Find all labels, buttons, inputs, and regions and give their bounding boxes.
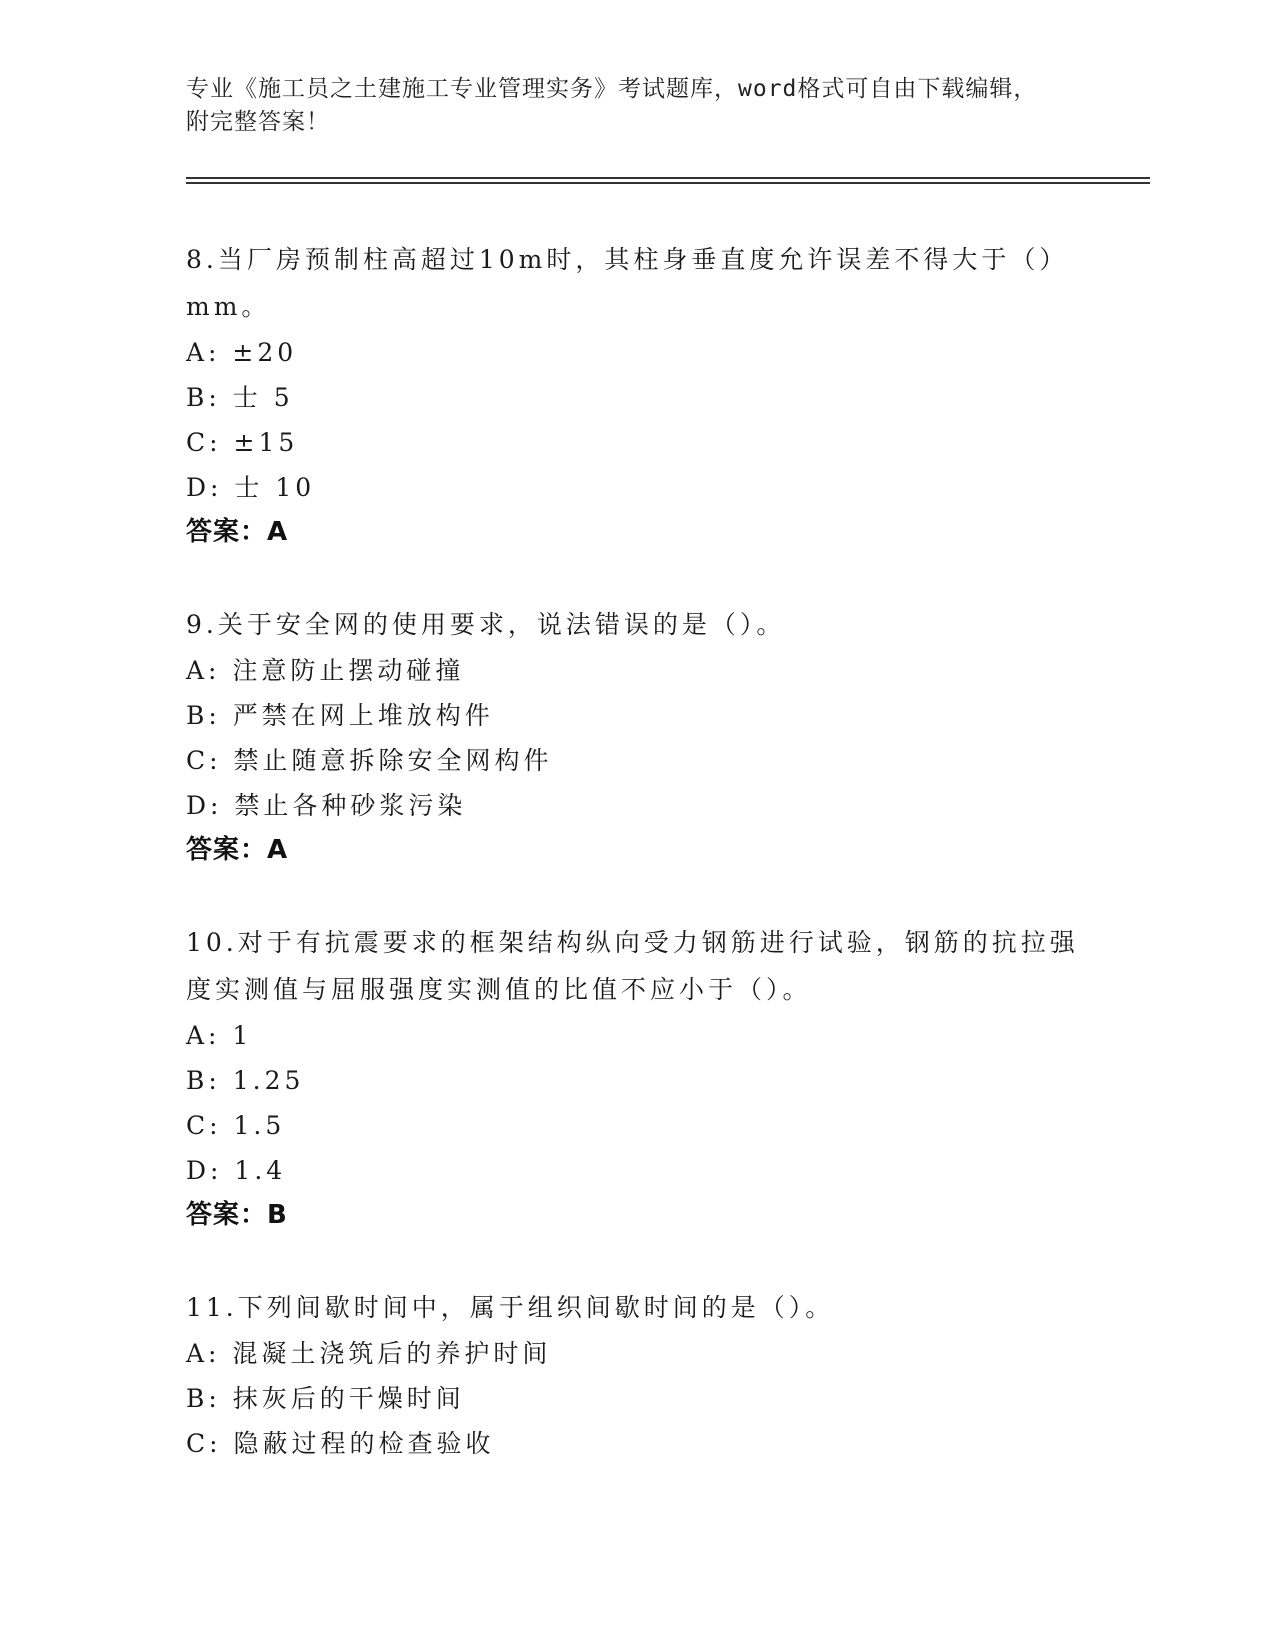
header-divider-top bbox=[186, 177, 1150, 179]
option-d: D: 1.4 bbox=[186, 1156, 287, 1185]
option-b: B: 1.25 bbox=[186, 1066, 305, 1095]
question-stem-line-1: 9.关于安全网的使用要求，说法错误的是（）。 bbox=[186, 610, 786, 639]
header-divider-bottom bbox=[186, 182, 1150, 184]
option-a: A: 1 bbox=[186, 1021, 253, 1050]
question-8 bbox=[186, 236, 1086, 555]
option-d: D: 禁止各种砂浆污染 bbox=[186, 791, 467, 820]
question-stem bbox=[186, 601, 1086, 648]
question-stem-line-2: mm。 bbox=[186, 292, 271, 321]
question-10 bbox=[186, 919, 1086, 1238]
option-c: C: 禁止随意拆除安全网构件 bbox=[186, 746, 553, 775]
document-header bbox=[186, 73, 1086, 139]
header-line-2: 附完整答案！ bbox=[186, 109, 330, 135]
question-stem-line-2: 度实测值与屈服强度实测值的比值不应小于（）。 bbox=[186, 975, 812, 1004]
question-list bbox=[186, 236, 1086, 1512]
answer-line: 答案：A bbox=[186, 517, 289, 547]
option-a: A: 混凝土浇筑后的养护时间 bbox=[186, 1339, 552, 1368]
option-b: B: 严禁在网上堆放构件 bbox=[186, 701, 494, 730]
option-b: B: 士 5 bbox=[186, 383, 294, 412]
question-stem bbox=[186, 919, 1086, 1013]
answer-line: 答案：B bbox=[186, 1200, 288, 1230]
option-a: A: ±20 bbox=[186, 338, 298, 367]
question-stem-line-1: 10.对于有抗震要求的框架结构纵向受力钢筋进行试验，钢筋的抗拉强 bbox=[186, 928, 1079, 957]
header-line-1: 专业《施工员之土建施工专业管理实务》考试题库，word格式可自由下载编辑， bbox=[186, 76, 1038, 102]
option-c: C: ±15 bbox=[186, 428, 299, 457]
question-11 bbox=[186, 1284, 1086, 1466]
question-stem-line-1: 8.当厂房预制柱高超过10m时，其柱身垂直度允许误差不得大于（） bbox=[186, 245, 1069, 274]
answer-line: 答案：A bbox=[186, 835, 289, 865]
option-c: C: 隐蔽过程的检查验收 bbox=[186, 1429, 495, 1458]
option-c: C: 1.5 bbox=[186, 1111, 286, 1140]
question-9 bbox=[186, 601, 1086, 873]
question-stem-line-1: 11.下列间歇时间中，属于组织间歇时间的是（）。 bbox=[186, 1293, 835, 1322]
option-b: B: 抹灰后的干燥时间 bbox=[186, 1384, 465, 1413]
option-a: A: 注意防止摆动碰撞 bbox=[186, 656, 465, 685]
question-stem bbox=[186, 1284, 1086, 1331]
question-stem bbox=[186, 236, 1086, 330]
option-d: D: 士 10 bbox=[186, 473, 316, 502]
